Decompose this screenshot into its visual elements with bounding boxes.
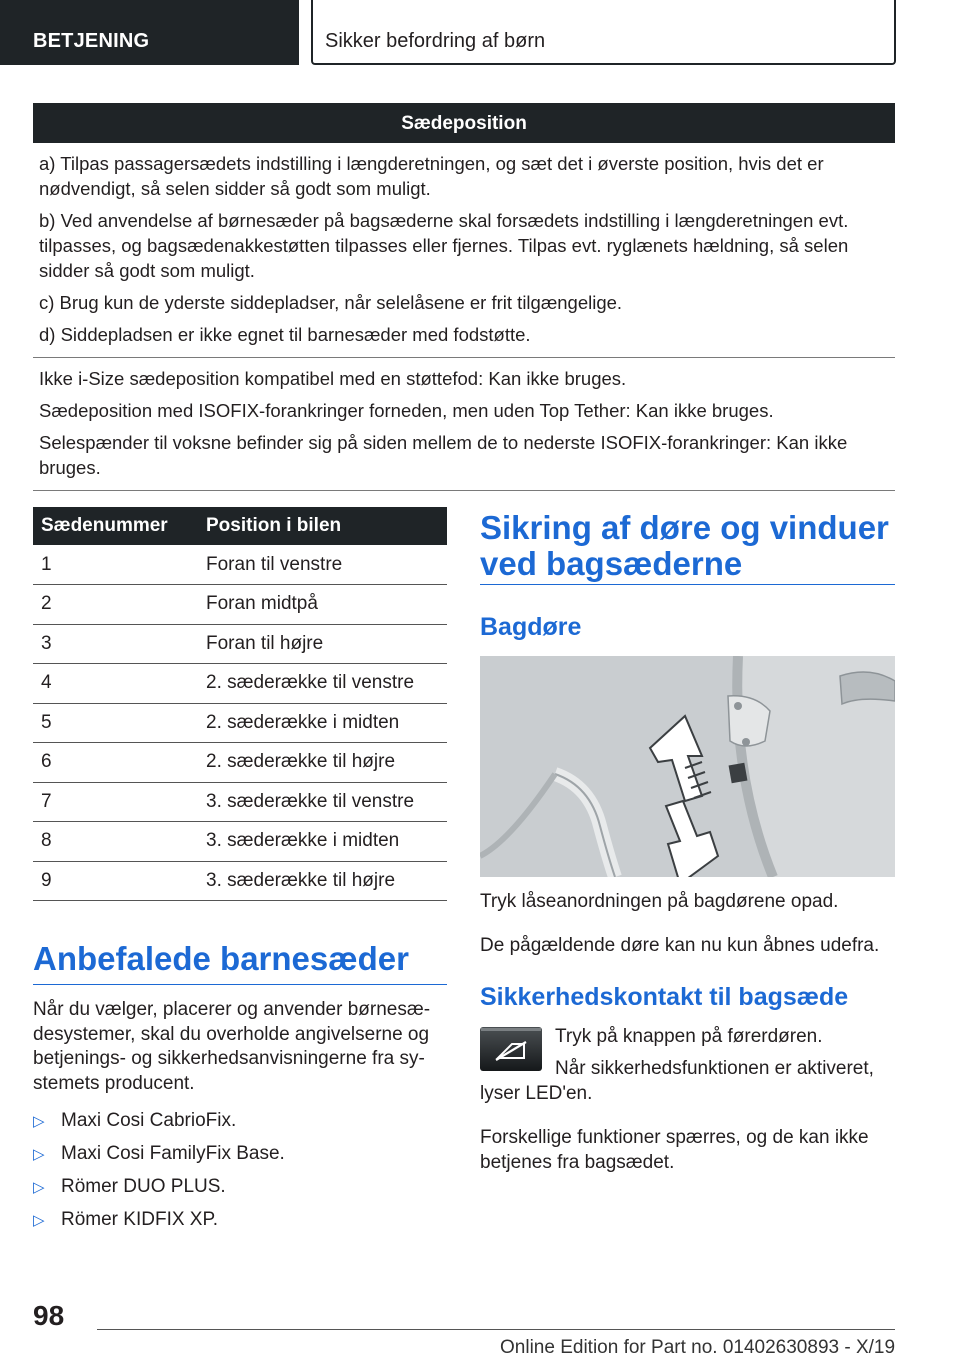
triangle-right-outline-icon: ▷ [33, 1146, 45, 1163]
section-tab [0, 0, 299, 65]
list-item-label: Maxi Cosi CabrioFix. [61, 1110, 237, 1131]
seat-number: 4 [33, 664, 198, 704]
note-d: d) Siddepladsen er ikke egnet til barnesæder med fodstøtte. [39, 324, 531, 345]
triangle-right-outline-icon: ▷ [33, 1212, 45, 1229]
table-row [33, 822, 447, 862]
triangle-right-outline-icon: ▷ [33, 1113, 45, 1130]
triangle-right-outline-icon: ▷ [33, 1179, 45, 1196]
seat-number: 6 [33, 743, 198, 783]
securing-heading: Sikring af døre og vinduer ved bagsæderne [480, 509, 889, 582]
list-item [33, 1109, 285, 1142]
door-lock-illustration [480, 656, 895, 877]
securing-rule [480, 584, 895, 585]
table-row [33, 703, 447, 743]
notes-block-1 [33, 143, 895, 358]
child-lock-functions: Forskellige funktioner spærres, og de kan ikke betjenes fra bagsædet. [480, 1127, 869, 1173]
seat-position: 2. sæderække til højre [198, 743, 447, 783]
seat-position: 3. sæderække til venstre [198, 782, 447, 822]
table-row [33, 545, 447, 585]
seat-position: Foran til venstre [198, 545, 447, 585]
list-item-label: Maxi Cosi FamilyFix Base. [61, 1143, 285, 1164]
notes-block-2 [33, 358, 895, 491]
seat-number: 7 [33, 782, 198, 822]
footer-edition: Online Edition for Part no. 01402630893 - X/19 [500, 1337, 896, 1358]
recommended-intro: Når du vælger, placerer og anvender børnesædesystemer, skal du overholde angivelserne og betjenings- og sikkerhedsanvisningerne fra systemets producent. [33, 999, 431, 1094]
child-lock-step: Tryk på knappen på førerdøren. [555, 1026, 823, 1047]
note-a: a) Tilpas passagersædets indstilling i længderetningen, og sæt det i øverste position, hvis det er nødvendigt, så selen sidder så godt som muligt. [39, 153, 824, 199]
table-row [33, 585, 447, 625]
recommended-list [33, 1109, 285, 1241]
page-number: 98 [33, 1300, 65, 1331]
seat-number: 5 [33, 703, 198, 743]
note-b: b) Ved anvendelse af børnesæder på bagsæderne skal forsædets indstilling i længderetningen evt. tilpasses, og bagsædenakkestøtten tilpasses eller fjernes. Tilpas evt. ryglænets hældning, så selen sidder så godt som muligt. [39, 210, 849, 281]
rear-doors-step: Tryk låseanordningen på bagdørene opad. [480, 891, 839, 912]
notes-heading: Sædeposition [33, 103, 895, 143]
seat-position: 2. sæderække i midten [198, 703, 447, 743]
list-item-label: Römer KIDFIX XP. [61, 1209, 218, 1230]
seat-number: 2 [33, 585, 198, 625]
child-lock-led: Når sikkerhedsfunktionen er aktiveret, lyser LED'en. [480, 1058, 874, 1104]
seat-number: 1 [33, 545, 198, 585]
note-buckle: Selespænder til voksne befinder sig på siden mellem de to nederste ISOFIX-forankringer: Kan ikke bruges. [39, 432, 848, 478]
col-position: Position i bilen [198, 507, 447, 545]
child-lock-heading: Sikkerhedskontakt til bagsæde [480, 983, 849, 1011]
table-row [33, 664, 447, 704]
list-item [33, 1142, 285, 1175]
table-row [33, 861, 447, 901]
seat-number: 9 [33, 861, 198, 901]
footer-rule [97, 1329, 895, 1330]
seat-position: 3. sæderække i midten [198, 822, 447, 862]
recommended-heading: Anbefalede barnesæder [33, 940, 409, 977]
seat-position: Foran til højre [198, 624, 447, 664]
topic-title: Sikker befordring af børn [325, 30, 546, 52]
table-row [33, 743, 447, 783]
topic-tab [311, 0, 896, 65]
table-header-row [33, 507, 447, 545]
seat-number: 8 [33, 822, 198, 862]
section-title: BETJENING [33, 30, 150, 52]
table-row [33, 624, 447, 664]
list-item [33, 1175, 285, 1208]
col-seat-number: Sædenummer [33, 507, 198, 545]
seat-table [33, 507, 447, 901]
seat-position: Foran midtpå [198, 585, 447, 625]
note-isofix: Sædeposition med ISOFIX-forankringer forneden, men uden Top Tether: Kan ikke bruges. [39, 400, 774, 421]
rear-doors-result: De pågældende døre kan nu kun åbnes udefra. [480, 935, 880, 956]
recommended-rule [33, 984, 447, 985]
list-item [33, 1208, 285, 1241]
seat-number: 3 [33, 624, 198, 664]
rear-doors-heading: Bagdøre [480, 613, 582, 641]
table-row [33, 782, 447, 822]
seat-position-notes [33, 103, 895, 491]
seat-position: 3. sæderække til højre [198, 861, 447, 901]
note-isize: Ikke i-Size sædeposition kompatibel med en støttefod: Kan ikke bruges. [39, 368, 627, 389]
note-c: c) Brug kun de yderste siddepladser, når selelåsene er frit tilgængelige. [39, 292, 623, 313]
seat-position: 2. sæderække til venstre [198, 664, 447, 704]
list-item-label: Römer DUO PLUS. [61, 1176, 226, 1197]
